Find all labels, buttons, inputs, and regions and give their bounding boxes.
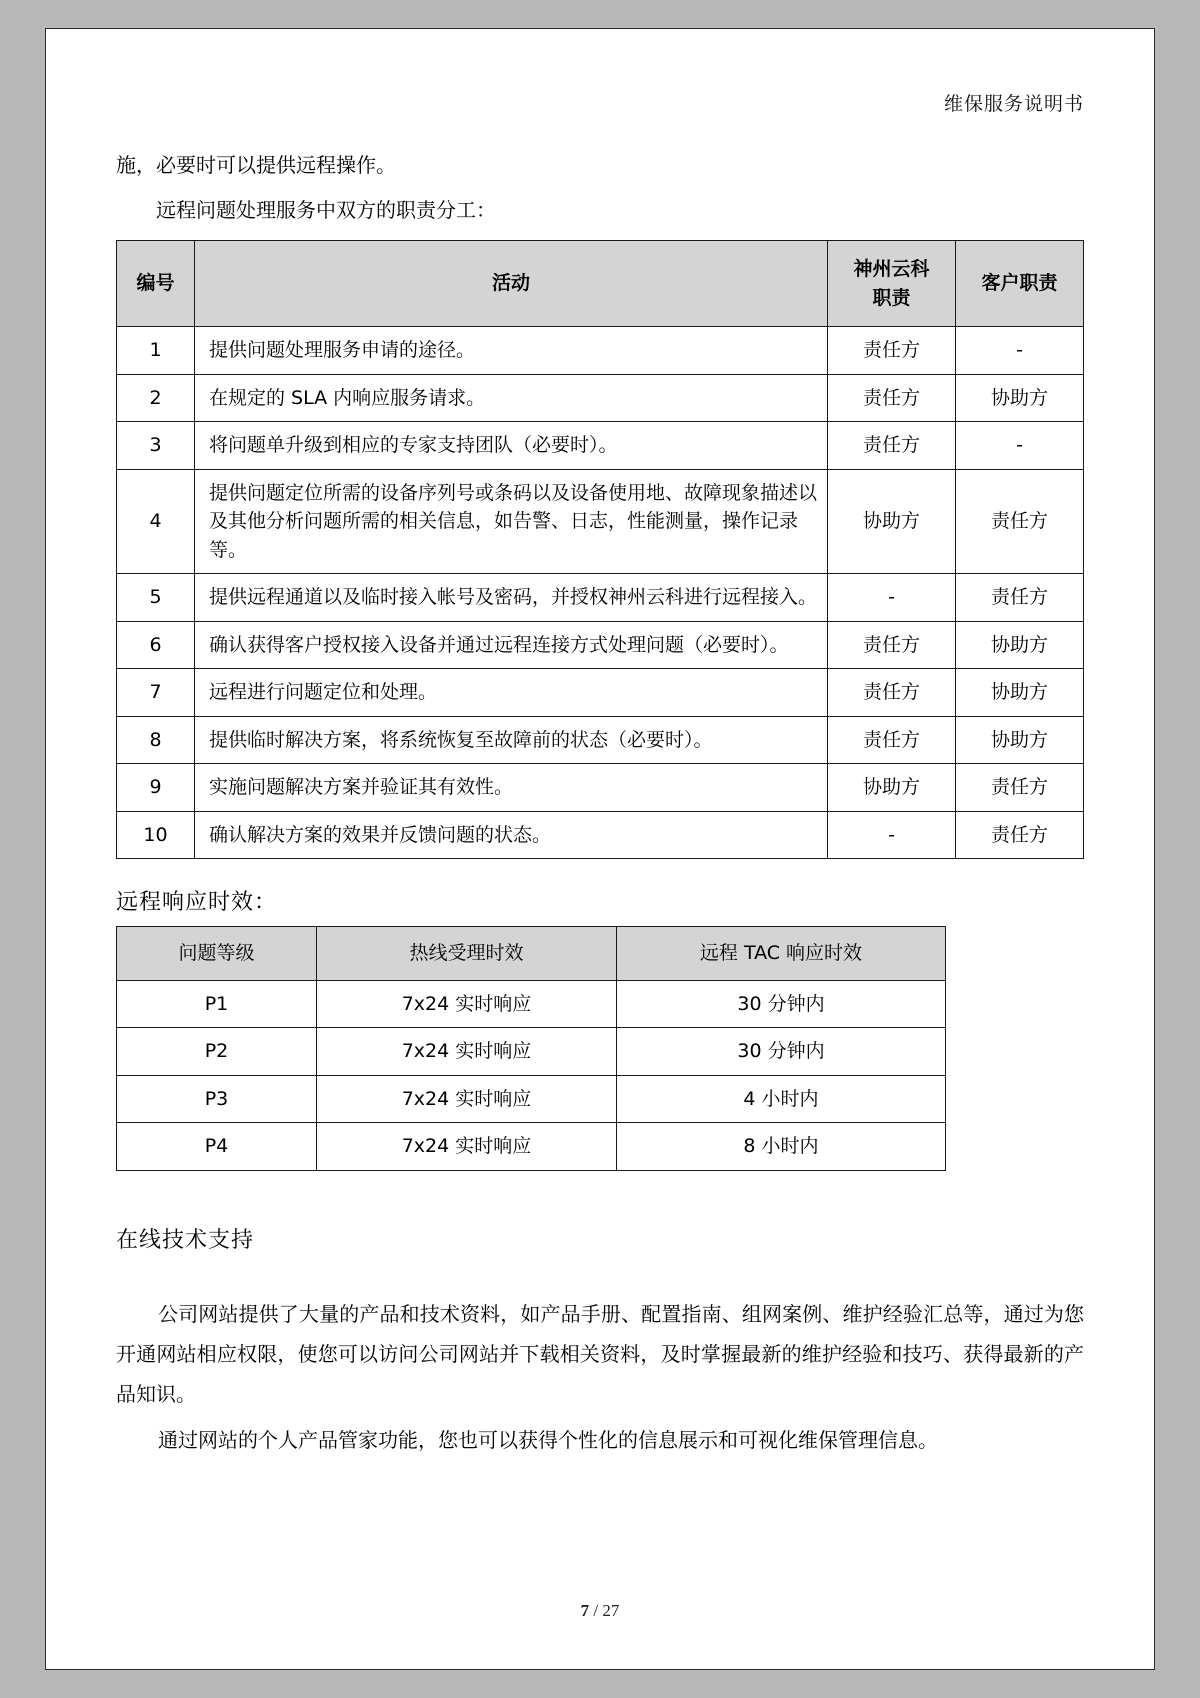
online-support-paragraph-2: 通过网站的个人产品管家功能，您也可以获得个性化的信息展示和可视化维保管理信息。 — [158, 1427, 938, 1452]
cell-activity: 确认解决方案的效果并反馈问题的状态。 — [195, 811, 828, 859]
table-row — [117, 1075, 946, 1123]
online-support-heading: 在线技术支持 — [116, 1227, 255, 1253]
cell-no: 8 — [117, 716, 195, 764]
cell-customer: - — [956, 422, 1084, 470]
continued-paragraph: 施，必要时可以提供远程操作。 — [116, 153, 396, 177]
cell-vendor: 责任方 — [828, 327, 956, 375]
cell-no: 3 — [117, 422, 195, 470]
cell-vendor: 协助方 — [828, 764, 956, 812]
cell-level: P3 — [117, 1075, 317, 1123]
table-row — [117, 1123, 946, 1171]
footer-current-page: 7 — [580, 1601, 590, 1620]
footer-total-pages: 27 — [602, 1601, 620, 1620]
cell-hotline: 7x24 实时响应 — [317, 1123, 617, 1171]
cell-hotline: 7x24 实时响应 — [317, 1075, 617, 1123]
sla-section-title: 远程响应时效： — [116, 890, 278, 915]
cell-activity: 提供远程通道以及临时接入帐号及密码，并授权神州云科进行远程接入。 — [195, 574, 828, 622]
cell-level: P1 — [117, 980, 317, 1028]
cell-no: 4 — [117, 469, 195, 574]
page-footer — [46, 1601, 1154, 1621]
th-vendor-line2: 职责 — [872, 286, 911, 309]
cell-activity: 远程进行问题定位和处理。 — [195, 669, 828, 717]
cell-hotline: 7x24 实时响应 — [317, 980, 617, 1028]
responsibility-table — [116, 240, 1084, 859]
cell-customer: 责任方 — [956, 764, 1084, 812]
online-support-paragraph-1: 公司网站提供了大量的产品和技术资料，如产品手册、配置指南、组网案例、维护经验汇总等，通过为您开通网站相应权限，使您可以访问公司网站并下载相关资料，及时掌握最新的维护经验和技巧、获得最新的产品知识。 — [116, 1301, 1084, 1406]
cell-customer: 责任方 — [956, 811, 1084, 859]
cell-vendor: 协助方 — [828, 469, 956, 574]
cell-vendor: 责任方 — [828, 374, 956, 422]
cell-no: 9 — [117, 764, 195, 812]
cell-customer: 协助方 — [956, 374, 1084, 422]
th-activity: 活动 — [195, 241, 828, 327]
cell-vendor: - — [828, 811, 956, 859]
table-caption: 远程问题处理服务中双方的职责分工： — [156, 198, 496, 222]
cell-activity: 提供问题处理服务申请的途径。 — [195, 327, 828, 375]
cell-customer: 协助方 — [956, 621, 1084, 669]
cell-level: P4 — [117, 1123, 317, 1171]
cell-activity: 提供问题定位所需的设备序列号或条码以及设备使用地、故障现象描述以及其他分析问题所需的相关信息，如告警、日志，性能测量，操作记录等。 — [195, 469, 828, 574]
cell-no: 7 — [117, 669, 195, 717]
cell-tac: 30 分钟内 — [617, 980, 946, 1028]
table-row — [117, 811, 1084, 859]
table-row — [117, 422, 1084, 470]
table-row — [117, 980, 946, 1028]
cell-vendor: 责任方 — [828, 621, 956, 669]
document-page — [45, 28, 1155, 1670]
cell-no: 5 — [117, 574, 195, 622]
table-row — [117, 574, 1084, 622]
th-tac: 远程 TAC 响应时效 — [617, 927, 946, 981]
cell-vendor: 责任方 — [828, 422, 956, 470]
cell-tac: 30 分钟内 — [617, 1028, 946, 1076]
cell-customer: - — [956, 327, 1084, 375]
table-row — [117, 764, 1084, 812]
page-header-title: 维保服务说明书 — [943, 93, 1084, 115]
table-row — [117, 669, 1084, 717]
cell-tac: 8 小时内 — [617, 1123, 946, 1171]
table-row — [117, 469, 1084, 574]
cell-customer: 协助方 — [956, 669, 1084, 717]
cell-no: 10 — [117, 811, 195, 859]
footer-separator: / — [593, 1601, 599, 1620]
th-vendor — [828, 241, 956, 327]
table-row — [117, 327, 1084, 375]
table-row — [117, 1028, 946, 1076]
table-row — [117, 621, 1084, 669]
cell-activity: 实施问题解决方案并验证其有效性。 — [195, 764, 828, 812]
th-customer: 客户职责 — [956, 241, 1084, 327]
cell-no: 2 — [117, 374, 195, 422]
th-level: 问题等级 — [117, 927, 317, 981]
cell-vendor: - — [828, 574, 956, 622]
table-row — [117, 374, 1084, 422]
cell-tac: 4 小时内 — [617, 1075, 946, 1123]
table-header-row — [117, 241, 1084, 327]
cell-vendor: 责任方 — [828, 716, 956, 764]
th-vendor-line1: 神州云科 — [853, 258, 930, 280]
cell-level: P2 — [117, 1028, 317, 1076]
sla-response-table — [116, 926, 946, 1171]
cell-vendor: 责任方 — [828, 669, 956, 717]
cell-activity: 将问题单升级到相应的专家支持团队（必要时）。 — [195, 422, 828, 470]
cell-customer: 责任方 — [956, 469, 1084, 574]
cell-customer: 协助方 — [956, 716, 1084, 764]
table-row — [117, 716, 1084, 764]
cell-customer: 责任方 — [956, 574, 1084, 622]
cell-no: 1 — [117, 327, 195, 375]
cell-no: 6 — [117, 621, 195, 669]
cell-activity: 确认获得客户授权接入设备并通过远程连接方式处理问题（必要时）。 — [195, 621, 828, 669]
cell-activity: 在规定的 SLA 内响应服务请求。 — [195, 374, 828, 422]
table-header-row — [117, 927, 946, 981]
th-no: 编号 — [117, 241, 195, 327]
cell-activity: 提供临时解决方案，将系统恢复至故障前的状态（必要时）。 — [195, 716, 828, 764]
th-hotline: 热线受理时效 — [317, 927, 617, 981]
cell-hotline: 7x24 实时响应 — [317, 1028, 617, 1076]
